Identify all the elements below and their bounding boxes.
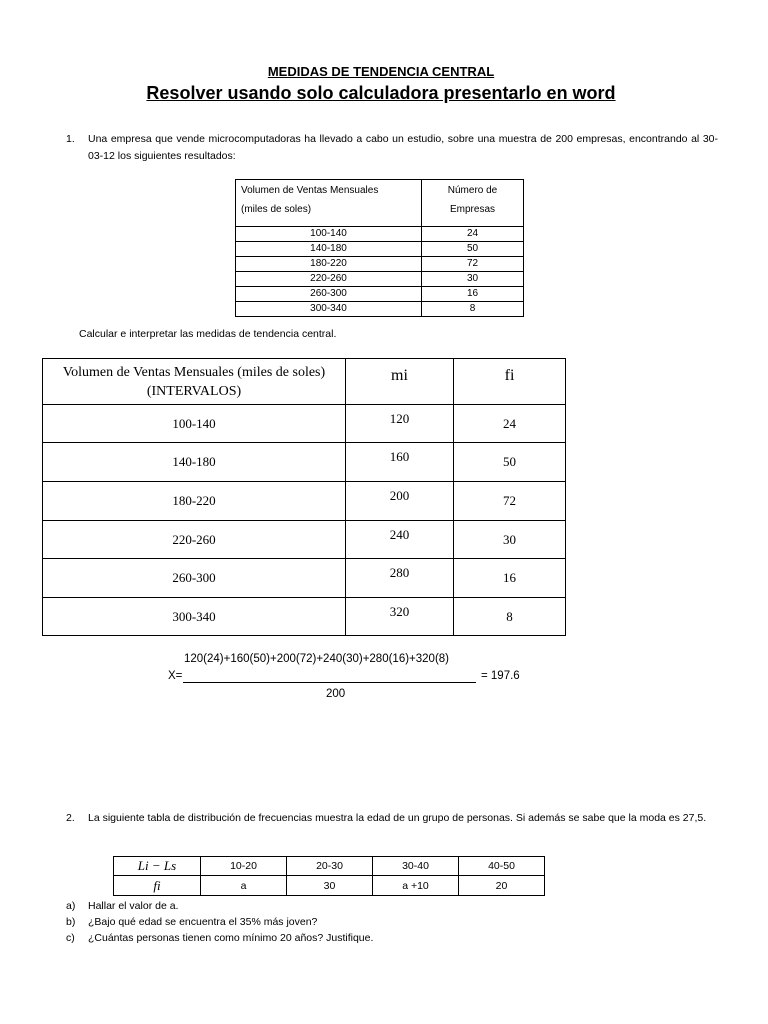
table-row <box>236 242 524 257</box>
age-interval: 10-20 <box>201 857 287 876</box>
sales-interval: 100-140 <box>236 227 422 242</box>
solution-fi: 50 <box>454 443 566 482</box>
solution-mi: 320 <box>346 598 454 636</box>
table-row <box>236 257 524 272</box>
question-1-number: 1. <box>66 133 75 145</box>
table-row <box>236 302 524 317</box>
solution-interval: 260-300 <box>43 559 346 598</box>
item-letter: a) <box>66 900 76 912</box>
solution-mi: 280 <box>346 559 454 598</box>
table-row <box>114 857 545 876</box>
table-row <box>236 227 524 242</box>
age-frequency: a <box>201 876 287 896</box>
sales-count: 72 <box>422 257 524 272</box>
question-2-items <box>66 898 373 946</box>
solution-header-mi: mi <box>346 359 454 405</box>
solution-header-fi: fi <box>454 359 566 405</box>
solution-mi: 160 <box>346 443 454 482</box>
age-table <box>113 856 545 896</box>
solution-interval: 220-260 <box>43 521 346 559</box>
list-item <box>66 914 373 930</box>
solution-table-header <box>43 359 566 405</box>
age-header-limits: Li − Ls <box>114 857 201 876</box>
age-interval: 30-40 <box>373 857 459 876</box>
table-row <box>43 405 566 443</box>
solution-fi: 16 <box>454 559 566 598</box>
sales-count: 30 <box>422 272 524 287</box>
question-2-text: La siguiente tabla de distribución de frecuencias muestra la edad de un grupo de personas. Si además se sabe que la moda es 27,5. <box>88 812 707 824</box>
solution-mi: 240 <box>346 521 454 559</box>
question-1-text: Una empresa que vende microcomputadoras ha llevado a cabo un estudio, sobre una muestra de 200 empresas, encontrando al 30-03-12 los siguientes resultados: <box>88 133 718 162</box>
page-title: MEDIDAS DE TENDENCIA CENTRAL <box>267 64 495 79</box>
list-item <box>66 930 373 946</box>
solution-header-line1: Volumen de Ventas Mensuales (miles de soles) <box>62 364 326 380</box>
sales-interval: 140-180 <box>236 242 422 257</box>
question-2-number: 2. <box>66 812 75 824</box>
formula-x-label: X= <box>168 670 183 682</box>
item-text: ¿Cuántas personas tienen como mínimo 20 años? Justifique. <box>88 932 374 944</box>
sales-header-volume-line1: Volumen de Ventas Mensuales <box>241 185 379 196</box>
table-row <box>114 876 545 896</box>
sales-table-header <box>236 180 524 227</box>
formula-numerator: 120(24)+160(50)+200(72)+240(30)+280(16)+320(8) <box>184 653 450 665</box>
age-frequency: a +10 <box>373 876 459 896</box>
item-text: ¿Bajo qué edad se encuentra el 35% más joven? <box>88 916 318 928</box>
solution-header-volume <box>43 359 346 405</box>
sales-interval: 260-300 <box>236 287 422 302</box>
sales-table <box>235 179 524 317</box>
sales-header-volume <box>236 180 422 227</box>
sales-header-count-line2: Empresas <box>449 204 495 215</box>
sales-interval: 220-260 <box>236 272 422 287</box>
item-letter: c) <box>66 932 75 944</box>
age-frequency: 30 <box>287 876 373 896</box>
age-interval: 40-50 <box>459 857 545 876</box>
table-row <box>43 559 566 598</box>
solution-interval: 140-180 <box>43 443 346 482</box>
sales-header-count-line1: Número de <box>447 185 498 196</box>
solution-interval: 300-340 <box>43 598 346 636</box>
age-header-frequency: fi <box>114 876 201 896</box>
solution-fi: 8 <box>454 598 566 636</box>
table-row <box>236 272 524 287</box>
sales-interval: 300-340 <box>236 302 422 317</box>
solution-header-line2: (INTERVALOS) <box>146 383 242 399</box>
solution-fi: 24 <box>454 405 566 443</box>
solution-interval: 100-140 <box>43 405 346 443</box>
sales-count: 24 <box>422 227 524 242</box>
solution-fi: 72 <box>454 482 566 521</box>
table-row <box>236 287 524 302</box>
item-letter: b) <box>66 916 76 928</box>
solution-mi: 200 <box>346 482 454 521</box>
list-item <box>66 898 373 914</box>
sales-header-count <box>422 180 524 227</box>
table-row <box>43 598 566 636</box>
fraction-line <box>183 682 476 683</box>
table-row <box>43 521 566 559</box>
solution-table <box>42 358 566 636</box>
table-row <box>43 482 566 521</box>
sales-header-volume-line2: (miles de soles) <box>241 204 312 215</box>
table-row <box>43 443 566 482</box>
solution-interval: 180-220 <box>43 482 346 521</box>
solution-mi: 120 <box>346 405 454 443</box>
formula-denominator: 200 <box>326 688 346 700</box>
page-subtitle: Resolver usando solo calculadora presentarlo en word <box>146 83 616 103</box>
solution-fi: 30 <box>454 521 566 559</box>
formula-result: = 197.6 <box>481 670 520 682</box>
sales-interval: 180-220 <box>236 257 422 272</box>
sales-count: 8 <box>422 302 524 317</box>
age-interval: 20-30 <box>287 857 373 876</box>
item-text: Hallar el valor de a. <box>88 900 179 912</box>
sales-count: 50 <box>422 242 524 257</box>
sales-count: 16 <box>422 287 524 302</box>
age-frequency: 20 <box>459 876 545 896</box>
question-1-instruction: Calcular e interpretar las medidas de tendencia central. <box>79 328 337 340</box>
